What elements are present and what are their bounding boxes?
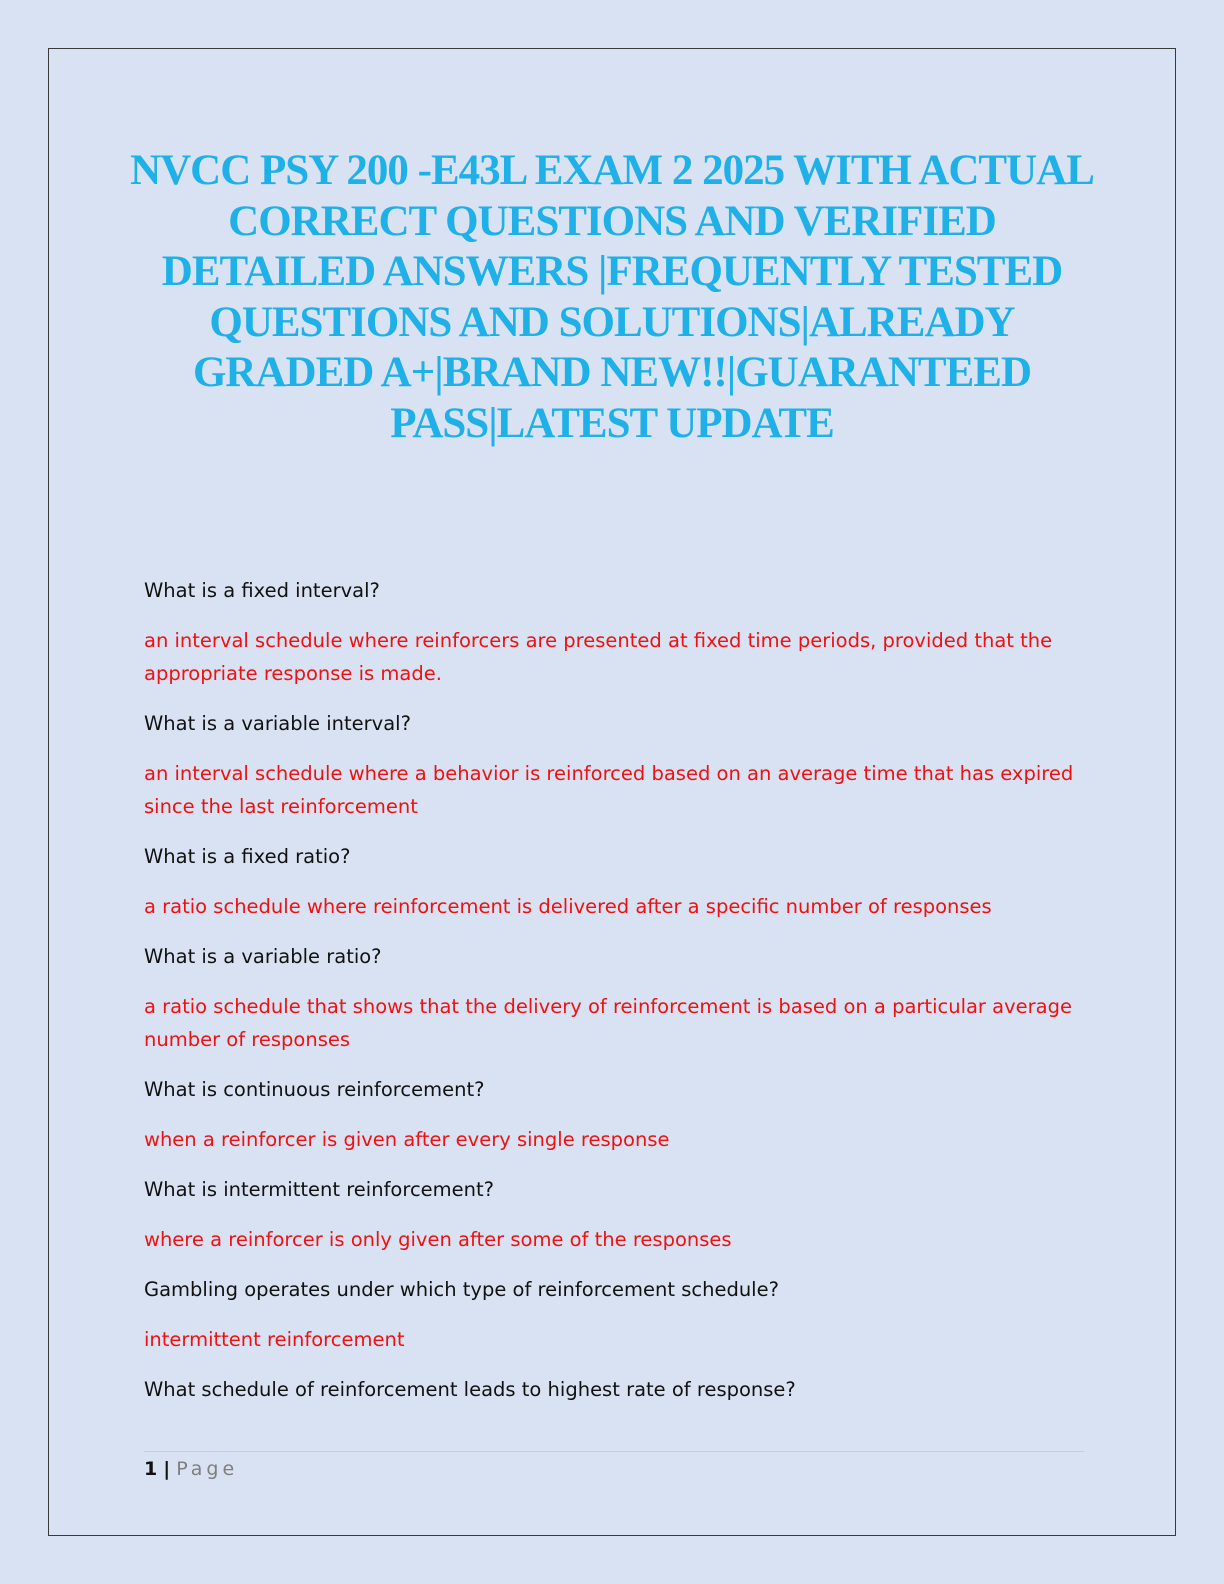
question-7: Gambling operates under which type of reinforcement schedule? <box>144 1278 779 1301</box>
footer-separator: | <box>163 1458 171 1480</box>
qa-list <box>144 574 1084 1423</box>
page-footer <box>144 1456 238 1482</box>
answer-6: where a reinforcer is only given after some of the responses <box>144 1228 732 1251</box>
question-6: What is intermittent reinforcement? <box>144 1178 495 1201</box>
answer-3: a ratio schedule where reinforcement is delivered after a specific number of responses <box>144 895 992 918</box>
answer-5: when a reinforcer is given after every single response <box>144 1128 670 1151</box>
answer-7: intermittent reinforcement <box>144 1328 405 1351</box>
answer-4: a ratio schedule that shows that the delivery of reinforcement is based on a particular average number of responses <box>144 995 1072 1051</box>
question-2: What is a variable interval? <box>144 712 411 735</box>
question-5: What is continuous reinforcement? <box>144 1078 485 1101</box>
page-label: Page <box>176 1458 239 1480</box>
question-8: What schedule of reinforcement leads to highest rate of response? <box>144 1378 796 1401</box>
page-number: 1 <box>144 1458 158 1480</box>
answer-1: an interval schedule where reinforcers are presented at fixed time periods, provided that the appropriate response is made. <box>144 629 1053 685</box>
answer-2: an interval schedule where a behavior is reinforced based on an average time that has expired since the last reinforcement <box>144 762 1074 818</box>
document-title: NVCC PSY 200 -E43L EXAM 2 2025 WITH ACTUAL CORRECT QUESTIONS AND VERIFIED DETAILED ANSWERS |FREQUENTLY TESTED QUESTIONS AND SOLUTIONS|ALREADY GRADED A+|BRAND NEW!!|GUARANTEED PASS|LATEST UPDATE <box>130 147 1094 447</box>
question-4: What is a variable ratio? <box>144 945 382 968</box>
footer-divider <box>144 1451 1084 1452</box>
question-3: What is a fixed ratio? <box>144 845 351 868</box>
question-1: What is a fixed interval? <box>144 579 380 602</box>
